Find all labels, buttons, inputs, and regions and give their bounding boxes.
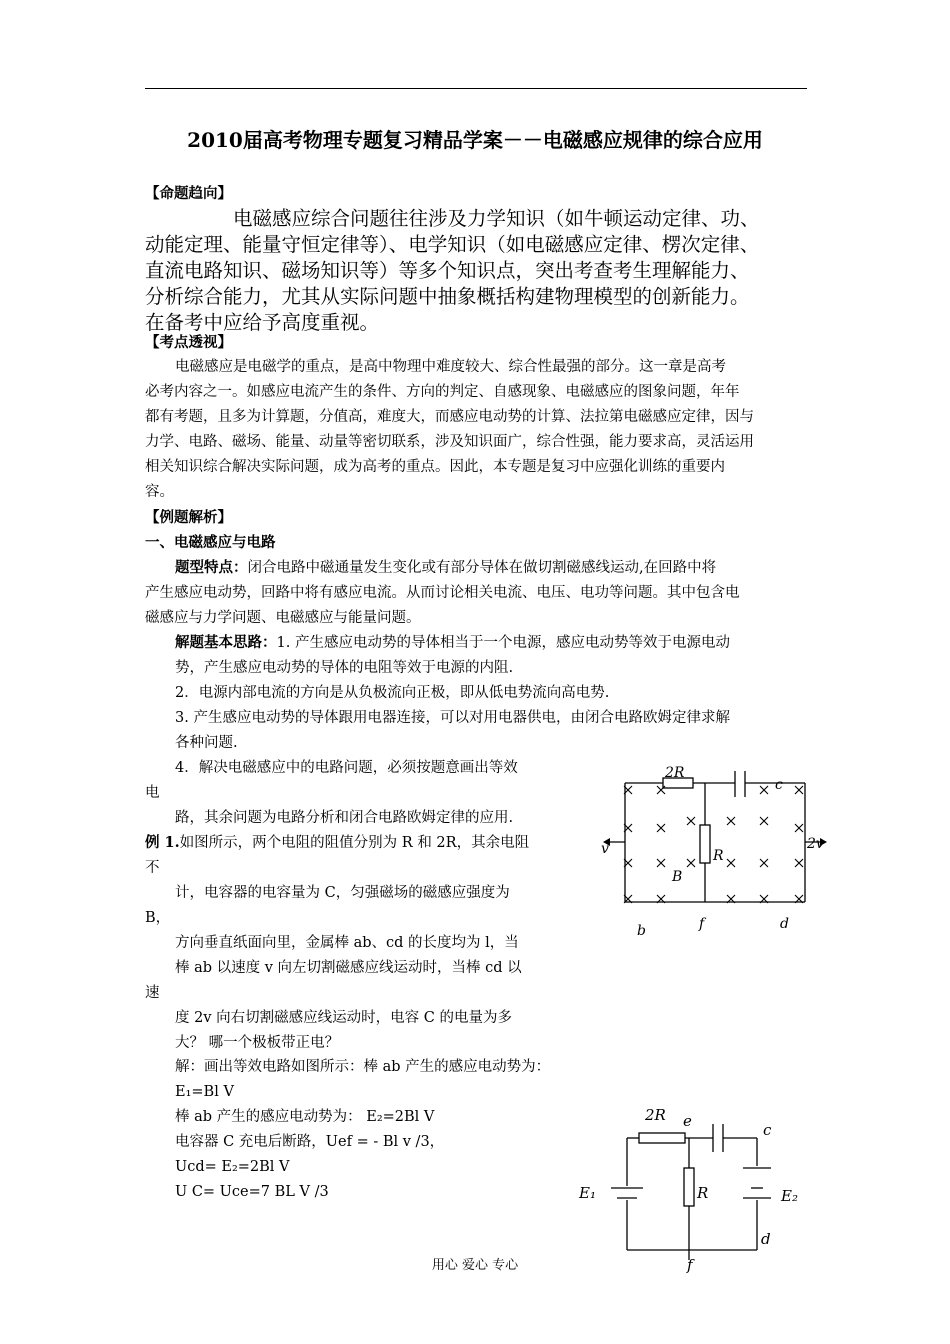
points-line: 电磁感应是电磁学的重点，是高中物理中难度较大、综合性最强的部分。这一章是高考 — [175, 359, 726, 375]
fig1-label-f: f — [699, 916, 705, 932]
solution-line: E₁=Bl V — [175, 1084, 234, 1100]
solution-line: U C= Uce=7 BL V /3 — [175, 1184, 329, 1200]
fig2-label-c: c — [763, 1121, 772, 1139]
idea-line: 电 — [145, 785, 160, 801]
fig2-label-E1: E₁ — [579, 1184, 596, 1202]
example-line: 方向垂直纸面向里，金属棒 ab、cd 的长度均为 l，当 — [175, 935, 519, 951]
trend-line: 直流电路知识、磁场知识等）等多个知识点，突出考查考生理解能力、 — [145, 259, 750, 282]
header-rule — [145, 88, 807, 89]
example-line: 如图所示，两个电阻的阻值分别为 R 和 2R，其余电阻 — [179, 835, 530, 851]
magnetic-field-crosses — [624, 786, 803, 903]
trend-line: 电磁感应综合问题往往涉及力学知识（如牛顿运动定律、功、 — [233, 207, 760, 230]
type-line: 产生感应电动势，回路中将有感应电流。从而讨论相关电流、电压、电功等问题。其中包含电 — [145, 585, 740, 601]
points-line: 必考内容之一。如感应电流产生的条件、方向的判定、自感现象、电磁感应的图象问题，年年 — [145, 384, 740, 400]
trend-line: 分析综合能力，尤其从实际问题中抽象概括构建物理模型的创新能力。 — [145, 285, 750, 308]
fig2-label-R: R — [697, 1184, 709, 1202]
fig2-label-2R: 2R — [645, 1106, 666, 1124]
idea-line: 3. 产生感应电动势的导体跟用电器连接，可以对用电器供电，由闭合电路欧姆定律求解 — [175, 710, 730, 726]
fig2-label-E2: E₂ — [781, 1187, 798, 1205]
page-footer: 用心 爱心 专心 — [431, 1258, 519, 1273]
fig1-label-B: B — [672, 869, 683, 885]
example-line: 大？ 哪一个极板带正电？ — [175, 1035, 340, 1051]
fig1-label-c: c — [775, 777, 783, 793]
points-line: 都有考题，且多为计算题，分值高，难度大，而感应电动势的计算、法拉第电磁感应定律，因与 — [145, 409, 754, 425]
fig2-label-d: d — [761, 1230, 771, 1248]
points-line: 力学、电路、磁场、能量、动量等密切联系，涉及知识面广，综合性强，能力要求高，灵活运用 — [145, 434, 754, 450]
type-label: 题型特点： — [175, 559, 248, 576]
example-line: 速 — [145, 985, 160, 1001]
solution — [175, 1055, 615, 1205]
points-line: 相关知识综合解决实际问题，成为高考的重点。因此，本专题是复习中应强化训练的重要内 — [145, 459, 725, 475]
idea-line: 各种问题. — [175, 735, 238, 751]
section-header-points: 【考点透视】 — [145, 334, 232, 351]
solution-line: 电容器 C 充电后断路，Uef = - Bl v /3， — [175, 1134, 445, 1150]
trend-line: 在备考中应给予高度重视。 — [145, 311, 380, 334]
fig1-label-d: d — [780, 916, 789, 932]
section-trend-body — [145, 206, 807, 336]
fig2-label-e: e — [683, 1112, 692, 1130]
example-line: 度 2v 向右切割磁感应线运动时，电容 C 的电量为多 — [175, 1010, 512, 1026]
section-points-body — [145, 355, 807, 505]
type-line: 磁感应与力学问题、电磁感应与能量问题。 — [145, 610, 421, 626]
trend-line: 动能定理、能量守恒定律等）、电学知识（如电磁感应定律、楞次定律、 — [145, 233, 760, 256]
example-label: 例 1. — [145, 834, 180, 851]
idea-line: 4．解决电磁感应中的电路问题，必须按题意画出等效 — [175, 760, 518, 776]
idea-line: 2．电源内部电流的方向是从负极流向正极，即从低电势流向高电势. — [175, 685, 610, 701]
fig1-label-b: b — [637, 923, 646, 939]
subsection-header: 一、电磁感应与电路 — [145, 534, 276, 551]
fig1-label-2R: 2R — [665, 765, 685, 781]
document-title: 2010届高考物理专题复习精品学案－－电磁感应规律的综合应用 — [187, 128, 763, 152]
section-header-trend: 【命题趋向】 — [145, 185, 232, 202]
example-line: 棒 ab 以速度 v 向左切割磁感应线运动时，当棒 cd 以 — [175, 960, 522, 976]
solution-line: 解：画出等效电路如图所示：棒 ab 产生的感应电动势为： — [175, 1059, 551, 1075]
fig2-label-f: f — [687, 1256, 693, 1273]
fig1-label-v: v — [601, 841, 609, 857]
fig1-label-2v: 2v — [807, 836, 824, 852]
idea-label: 解题基本思路： — [175, 634, 277, 651]
idea-line: 势，产生感应电动势的导体的电阻等效于电源的内阻. — [175, 660, 514, 676]
type-features — [145, 555, 807, 631]
section-header-examples: 【例题解析】 — [145, 509, 232, 526]
idea-line: 1. 产生感应电动势的导体相当于一个电源，感应电动势等效于电源电动 — [276, 635, 730, 651]
figure-rails-circuit — [595, 765, 835, 945]
example-1 — [145, 830, 585, 1056]
fig1-label-R: R — [713, 848, 724, 864]
solution-line: Ucd= E₂=2Bl V — [175, 1159, 290, 1175]
type-line: 闭合电路中磁通量发生变化或有部分导体在做切割磁感线运动,在回路中将 — [247, 560, 717, 576]
idea-line: 路，其余问题为电路分析和闭合电路欧姆定律的应用. — [175, 810, 514, 826]
figure-equivalent-circuit — [575, 1098, 815, 1273]
points-line: 容。 — [145, 484, 174, 500]
example-line: 计，电容器的电容量为 C，匀强磁场的磁感应强度为 — [175, 885, 510, 901]
solution-line: 棒 ab 产生的感应电动势为： E₂=2Bl V — [175, 1109, 435, 1125]
example-line: B， — [145, 910, 171, 926]
example-line: 不 — [145, 860, 160, 876]
